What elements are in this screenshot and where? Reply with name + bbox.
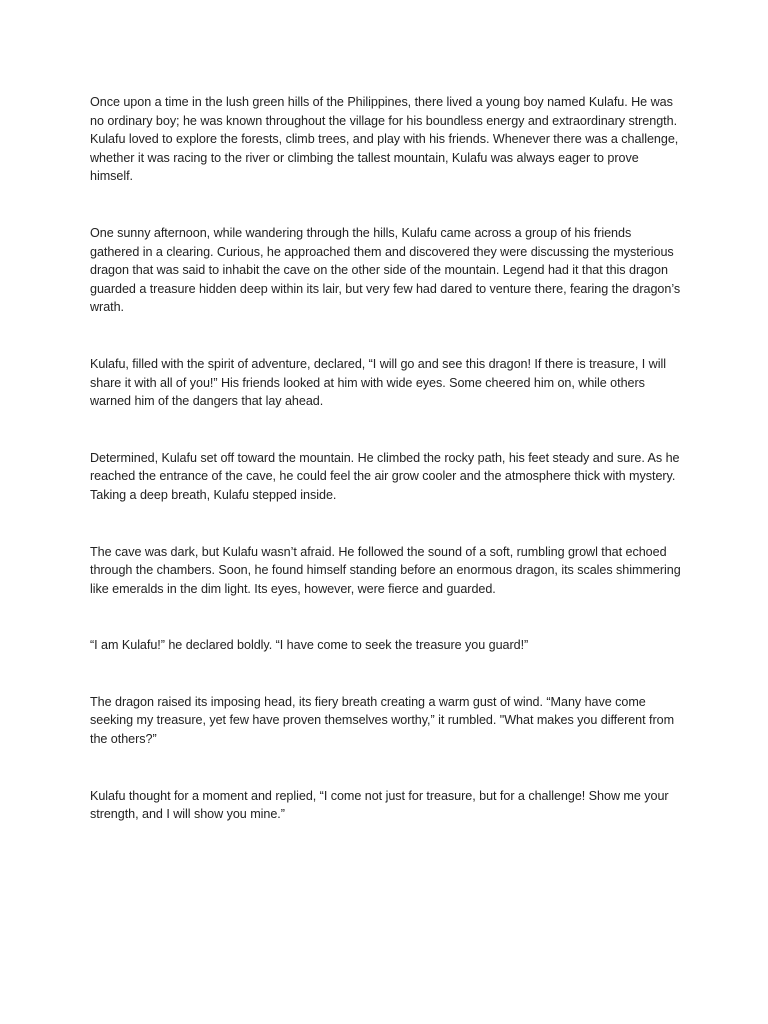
paragraph-4: Determined, Kulafu set off toward the mountain. He climbed the rocky path, his feet steady and sure. As he reached the entrance of the cave, he could feel the air grow cooler and the atmosphere thick with mystery. Taking a deep breath, Kulafu stepped inside. bbox=[90, 450, 680, 502]
paragraph-2: One sunny afternoon, while wandering through the hills, Kulafu came across a group of his friends gathered in a clearing. Curious, he approached them and discovered they were discussing the mysterious dragon that was said to inhabit the cave on the other side of the mountain. Legend had it that this dragon guarded a treasure hidden deep within its lair, but very few had dared to venture there, fearing the dragon’s wrath. bbox=[90, 225, 681, 315]
paragraph-3: Kulafu, filled with the spirit of adventure, declared, “I will go and see this dragon! If there is treasure, I will share it with all of you!” His friends looked at him with wide eyes. Some cheered him on, while others warned him of the dangers that lay ahead. bbox=[90, 356, 666, 409]
document-body bbox=[90, 93, 682, 862]
paragraph-6: “I am Kulafu!” he declared boldly. “I have come to seek the treasure you guard!” bbox=[90, 638, 529, 653]
paragraph-1: Once upon a time in the lush green hills of the Philippines, there lived a young boy named Kulafu. He was no ordinary boy; he was known throughout the village for his boundless energy and extraordinary strength. Kulafu loved to explore the forests, climb trees, and play with his friends. Whenever there was a challenge, whether it was racing to the river or climbing the tallest mountain, Kulafu was always eager to prove himself. bbox=[90, 95, 679, 184]
paragraph-8: Kulafu thought for a moment and replied, “I come not just for treasure, but for a challenge! Show me your strength, and I will show you mine.” bbox=[90, 788, 669, 822]
paragraph-5: The cave was dark, but Kulafu wasn’t afraid. He followed the sound of a soft, rumbling growl that echoed through the chambers. Soon, he found himself standing before an enormous dragon, its scales shimmering like emeralds in the dim light. Its eyes, however, were fierce and guarded. bbox=[90, 544, 681, 596]
paragraph-7: The dragon raised its imposing head, its fiery breath creating a warm gust of wind. “Many have come seeking my treasure, yet few have proven themselves worthy,” it rumbled. "What makes you different from the others?” bbox=[90, 694, 675, 747]
